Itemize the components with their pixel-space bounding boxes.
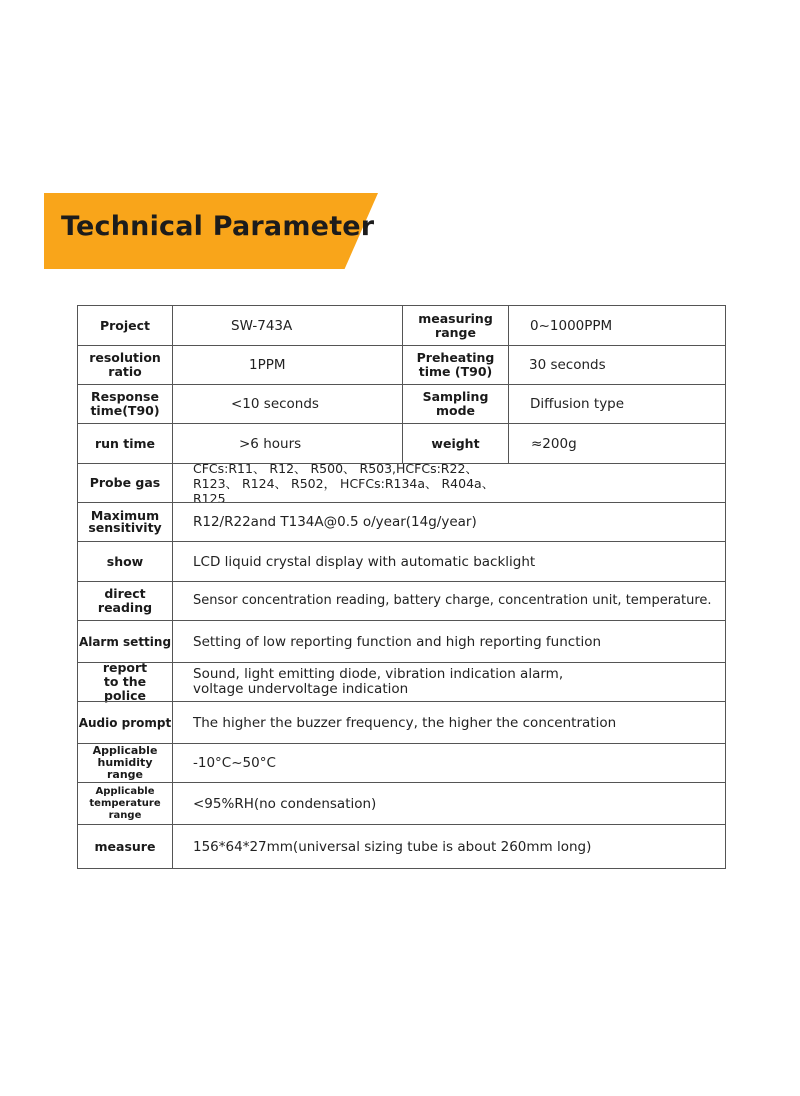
row-label: measuring range <box>418 310 493 340</box>
table-row <box>78 743 725 782</box>
row-label: Alarm setting <box>78 634 172 649</box>
row-label: measure <box>94 838 156 854</box>
table-row <box>78 541 725 581</box>
row-value: R12/R22and T134A@0.5 o/year(14g/year) <box>193 514 477 530</box>
row-value: -10°C~50°C <box>193 755 276 771</box>
table-row <box>78 384 725 423</box>
row-value: 156*64*27mm(universal sizing tube is about 260mm long) <box>193 838 592 855</box>
row-label: direct reading <box>97 586 153 615</box>
row-value: 1PPM <box>249 357 286 373</box>
row-value: >6 hours <box>239 435 302 452</box>
table-row <box>78 581 725 620</box>
table-row <box>78 423 725 463</box>
row-value: ≈200g <box>531 435 577 452</box>
row-value: LCD liquid crystal display with automatic backlight <box>193 553 536 570</box>
row-label: Sampling mode <box>422 389 489 418</box>
row-value: The higher the buzzer frequency, the higher the concentration <box>193 714 617 731</box>
row-value: Sound, light emitting diode, vibration indication alarm, voltage undervoltage indication <box>193 666 564 697</box>
row-label: Probe gas <box>89 475 161 490</box>
table-row <box>78 701 725 743</box>
table-row <box>78 824 725 868</box>
table-row <box>78 620 725 662</box>
row-value: <95%RH(no condensation) <box>193 795 377 812</box>
table-row <box>78 460 725 506</box>
row-value: Setting of low reporting function and high reporting function <box>193 633 602 650</box>
spec-table <box>77 305 726 869</box>
table-row <box>78 306 725 345</box>
row-label: report to the police <box>102 660 148 703</box>
table-row <box>78 662 725 701</box>
row-label: show <box>106 553 144 569</box>
row-label: Project <box>99 317 151 333</box>
row-label: resolution ratio <box>89 350 161 379</box>
row-value: <10 seconds <box>231 396 319 412</box>
row-label: Applicable humidity range <box>92 744 158 781</box>
row-value: 30 seconds <box>529 357 606 373</box>
row-label: Applicable temperature range <box>89 785 161 821</box>
row-value: Diffusion type <box>530 396 625 412</box>
row-value: SW-743A <box>231 317 293 334</box>
row-label: Response time(T90) <box>90 389 160 418</box>
row-label: weight <box>431 435 480 451</box>
row-label: Preheating time (T90) <box>416 350 495 379</box>
table-row <box>78 782 725 824</box>
table-row <box>78 502 725 541</box>
row-value: 0~1000PPM <box>530 317 613 334</box>
page-title: Technical Parameter <box>61 211 375 242</box>
row-label: Audio prompt <box>78 715 172 730</box>
row-value: Sensor concentration reading, battery charge, concentration unit, temperature. <box>193 593 712 608</box>
row-label: Maximum sensitivity <box>88 508 162 535</box>
table-row <box>78 345 725 384</box>
row-value: CFCs:R11、 R12、 R500、 R503,HCFCs:R22、 R123、 R124、 R502， HCFCs:R134a、 R404a、 R125 <box>193 460 495 506</box>
row-label: run time <box>94 435 156 451</box>
